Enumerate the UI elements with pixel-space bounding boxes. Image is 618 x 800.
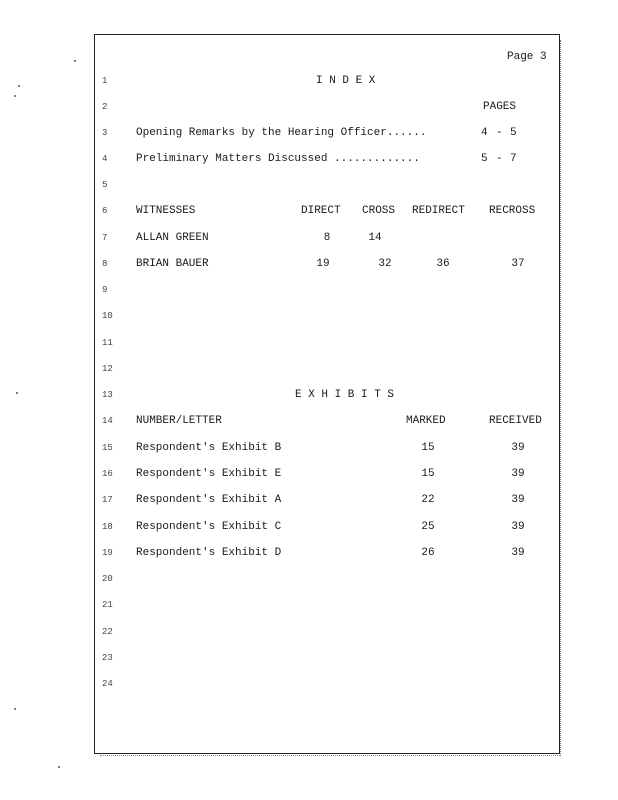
- scan-speck: [16, 392, 18, 394]
- witness-cross-page: 14: [368, 232, 382, 244]
- exhibit-received-page: 39: [511, 442, 525, 454]
- exhibit-name: Respondent's Exhibit E: [136, 468, 282, 480]
- scan-speck: [18, 85, 20, 87]
- line-number: 17: [102, 495, 113, 505]
- exhibit-name: Respondent's Exhibit B: [136, 442, 282, 454]
- line-number: 14: [102, 416, 113, 426]
- scan-speck: [14, 708, 16, 710]
- number-letter-header: NUMBER/LETTER: [136, 415, 222, 427]
- index-entry-label: Opening Remarks by the Hearing Officer......: [136, 127, 427, 139]
- line-number: 8: [102, 259, 108, 269]
- witness-direct-page: 8: [323, 232, 331, 244]
- scan-speck: [58, 766, 60, 768]
- line-number: 12: [102, 364, 113, 374]
- received-header: RECEIVED: [489, 415, 542, 427]
- exhibit-marked-page: 15: [421, 468, 435, 480]
- exhibit-name: Respondent's Exhibit A: [136, 494, 282, 506]
- witness-redirect-page: 36: [436, 258, 450, 270]
- exhibit-marked-page: 15: [421, 442, 435, 454]
- page-edge-bottom: [100, 755, 560, 757]
- index-entry-label: Preliminary Matters Discussed .............: [136, 153, 420, 165]
- line-number: 23: [102, 653, 113, 663]
- index-entry-page-to: 7: [510, 153, 517, 165]
- line-number: 1: [102, 76, 108, 86]
- redirect-header: REDIRECT: [412, 205, 465, 217]
- exhibit-received-page: 39: [511, 521, 525, 533]
- line-number: 20: [102, 574, 113, 584]
- line-number: 7: [102, 233, 108, 243]
- index-entry-page-from: 5: [481, 153, 488, 165]
- line-number: 15: [102, 443, 113, 453]
- line-number: 5: [102, 180, 108, 190]
- witness-name: ALLAN GREEN: [136, 232, 209, 244]
- exhibits-title: E X H I B I T S: [295, 389, 395, 401]
- marked-header: MARKED: [406, 415, 446, 427]
- line-number: 24: [102, 679, 113, 689]
- witness-recross-page: 37: [511, 258, 525, 270]
- line-number: 18: [102, 522, 113, 532]
- line-number: 3: [102, 128, 108, 138]
- line-number: 9: [102, 285, 108, 295]
- line-number: 22: [102, 627, 113, 637]
- index-entry-page-from: 4: [481, 127, 488, 139]
- exhibit-marked-page: 25: [421, 521, 435, 533]
- scan-speck: [14, 95, 16, 97]
- page-edge-right: [560, 40, 563, 756]
- index-entry-page-to: 5: [510, 127, 517, 139]
- index-title: I N D E X: [316, 75, 376, 87]
- exhibit-name: Respondent's Exhibit C: [136, 521, 282, 533]
- line-number: 10: [102, 311, 113, 321]
- cross-header: CROSS: [362, 205, 396, 217]
- exhibit-name: Respondent's Exhibit D: [136, 547, 282, 559]
- scan-speck: [74, 60, 76, 62]
- line-number: 6: [102, 206, 108, 216]
- recross-header: RECROSS: [489, 205, 536, 217]
- exhibit-marked-page: 22: [421, 494, 435, 506]
- line-number: 2: [102, 102, 108, 112]
- witness-name: BRIAN BAUER: [136, 258, 209, 270]
- exhibit-marked-page: 26: [421, 547, 435, 559]
- exhibit-received-page: 39: [511, 494, 525, 506]
- exhibit-received-page: 39: [511, 547, 525, 559]
- line-number: 13: [102, 390, 113, 400]
- line-number: 21: [102, 600, 113, 610]
- exhibit-received-page: 39: [511, 468, 525, 480]
- witnesses-header: WITNESSES: [136, 205, 196, 217]
- index-entry-page-dash: -: [496, 127, 503, 139]
- witness-cross-page: 32: [378, 258, 392, 270]
- page-number-label: Page 3: [507, 51, 547, 63]
- line-number: 11: [102, 338, 113, 348]
- index-entry-page-dash: -: [496, 153, 503, 165]
- line-number: 4: [102, 154, 108, 164]
- witness-direct-page: 19: [316, 258, 330, 270]
- line-number: 16: [102, 469, 113, 479]
- pages-column-header: PAGES: [483, 101, 517, 113]
- line-number: 19: [102, 548, 113, 558]
- direct-header: DIRECT: [301, 205, 341, 217]
